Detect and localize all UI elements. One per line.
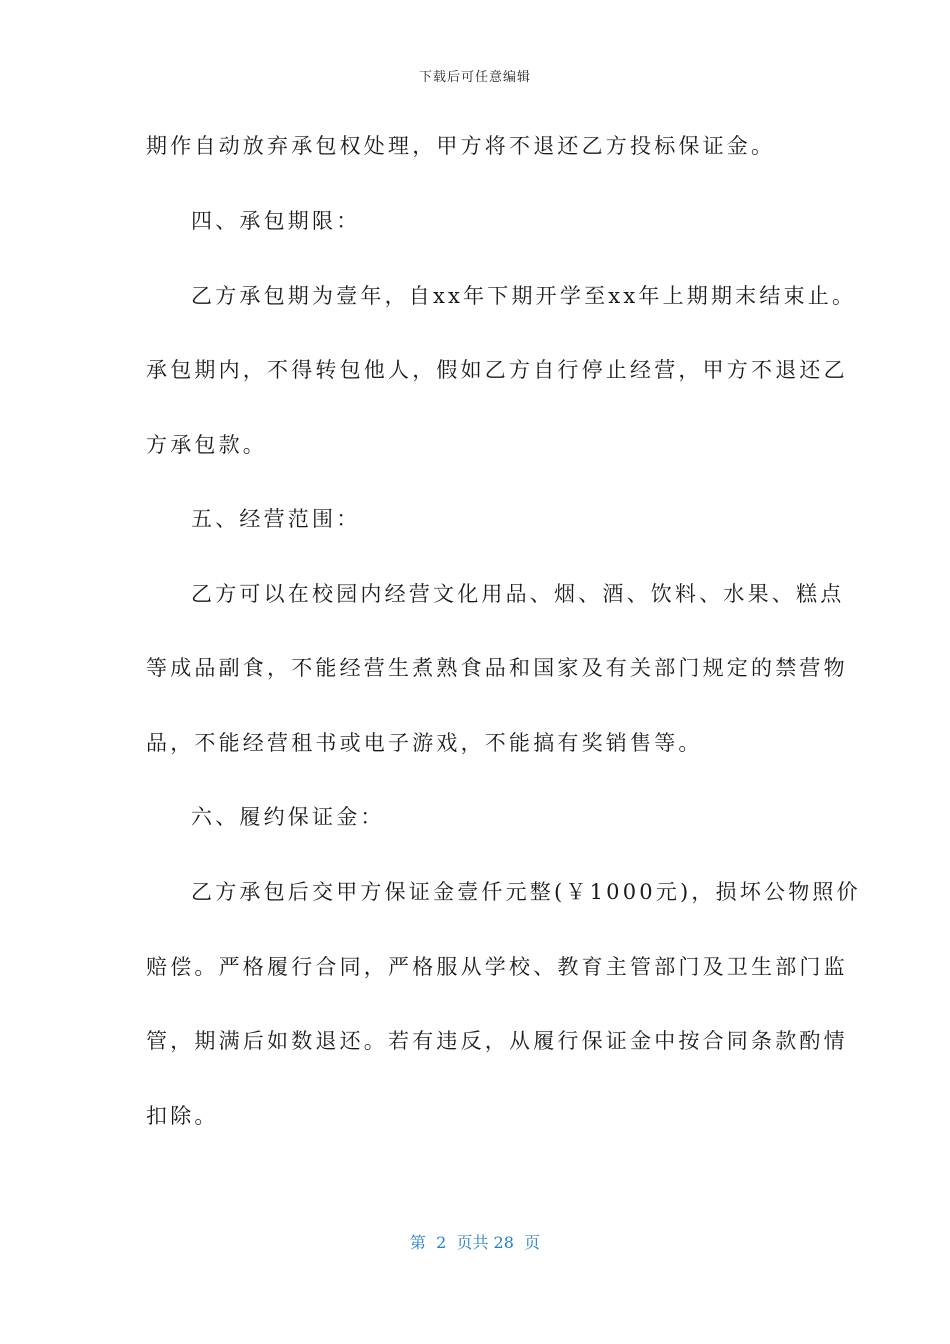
section-heading-deposit: 六、履约保证金： xyxy=(191,805,385,829)
paragraph-line: 赔偿。严格履行合同，严格服从学校、教育主管部门及卫生部门监 xyxy=(146,955,848,979)
paragraph-line: 承包期内，不得转包他人，假如乙方自行停止经营，甲方不退还乙 xyxy=(146,358,848,382)
paragraph-line: 乙方承包期为壹年，自xx年下期开学至xx年上期期末结束止。 xyxy=(191,284,857,308)
paragraph-line: 扣除。 xyxy=(146,1104,219,1128)
paragraph-line: 方承包款。 xyxy=(146,433,267,457)
paragraph-line: 等成品副食，不能经营生煮熟食品和国家及有关部门规定的禁营物 xyxy=(146,656,848,680)
paragraph-line: 品，不能经营租书或电子游戏，不能搞有奖销售等。 xyxy=(146,731,703,755)
section-heading-term: 四、承包期限： xyxy=(191,209,361,233)
page-footer: 第 2 页共 28 页 xyxy=(409,1233,541,1252)
page-header: 下载后可任意编辑 xyxy=(418,70,531,85)
paragraph-line: 乙方承包后交甲方保证金壹仟元整(￥1000元)，损坏公物照价 xyxy=(191,880,861,904)
paragraph-line: 期作自动放弃承包权处理，甲方将不退还乙方投标保证金。 xyxy=(146,134,776,158)
section-heading-scope: 五、经营范围： xyxy=(191,507,361,531)
paragraph-line: 乙方可以在校园内经营文化用品、烟、酒、饮料、水果、糕点 xyxy=(191,582,845,606)
paragraph-line: 管，期满后如数退还。若有违反，从履行保证金中按合同条款酌情 xyxy=(146,1029,848,1053)
